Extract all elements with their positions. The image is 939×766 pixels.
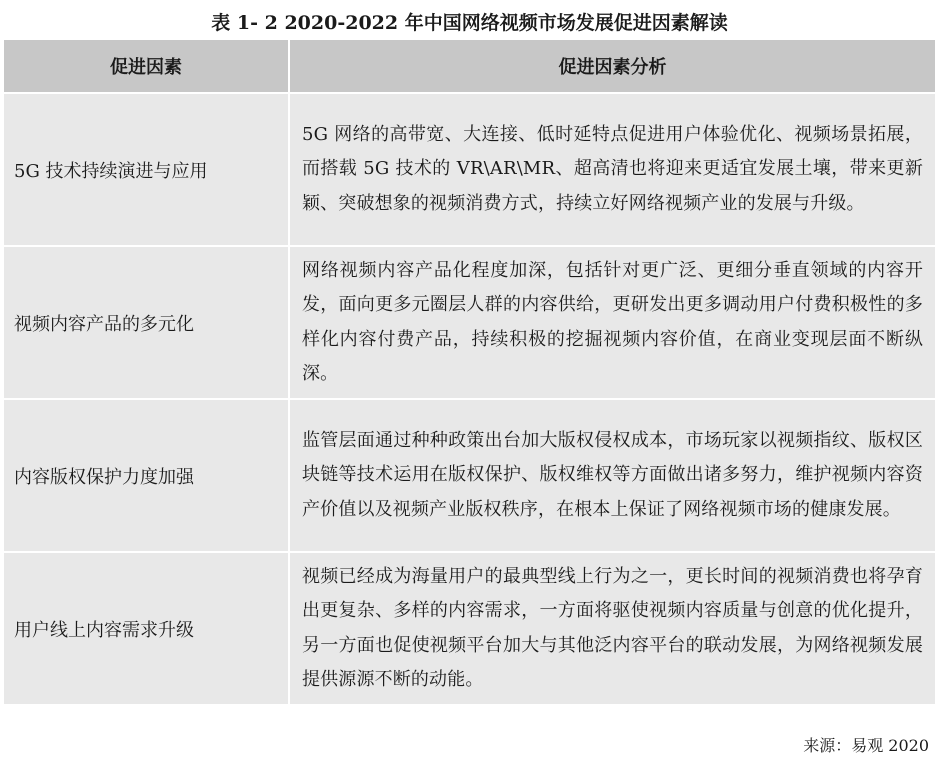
table-title: 表 1- 2 2020-2022 年中国网络视频市场发展促进因素解读 (211, 12, 728, 34)
factor-cell: 内容版权保护力度加强 (4, 400, 290, 553)
table-row (4, 94, 935, 247)
factor-cell: 5G 技术持续演进与应用 (4, 94, 290, 247)
header-factor: 促进因素 (4, 40, 290, 94)
factor-cell: 用户线上内容需求升级 (4, 553, 290, 704)
analysis-cell: 监管层面通过种种政策出台加大版权侵权成本，市场玩家以视频指纹、版权区块链等技术运用在版权保护、版权维权等方面做出诸多努力，维护视频内容资产价值以及视频产业版权秩序，在根本上保证了网络视频市场的健康发展。 (290, 400, 935, 553)
analysis-cell: 视频已经成为海量用户的最典型线上行为之一，更长时间的视频消费也将孕育出更复杂、多样的内容需求，一方面将驱使视频内容质量与创意的优化提升，另一方面也促使视频平台加大与其他泛内容平台的联动发展，为网络视频发展提供源源不断的动能。 (290, 553, 935, 704)
factors-table (4, 40, 935, 704)
table-header-row (4, 40, 935, 94)
table-row (4, 400, 935, 553)
header-analysis: 促进因素分析 (290, 40, 935, 94)
analysis-cell: 网络视频内容产品化程度加深，包括针对更广泛、更细分垂直领域的内容开发，面向更多元圈层人群的内容供给，更研发出更多调动用户付费积极性的多样化内容付费产品，持续积极的挖掘视频内容价值，在商业变现层面不断纵深。 (290, 247, 935, 400)
factor-cell: 视频内容产品的多元化 (4, 247, 290, 400)
analysis-cell: 5G 网络的高带宽、大连接、低时延特点促进用户体验优化、视频场景拓展，而搭载 5G 技术的 VR\AR\MR、超高清也将迎来更适宜发展土壤，带来更新颖、突破想象的视频消费方式，持续立好网络视频产业的发展与升级。 (290, 94, 935, 247)
table-row (4, 247, 935, 400)
table-row (4, 553, 935, 704)
source-note: 来源：易观 2020 (803, 736, 929, 755)
